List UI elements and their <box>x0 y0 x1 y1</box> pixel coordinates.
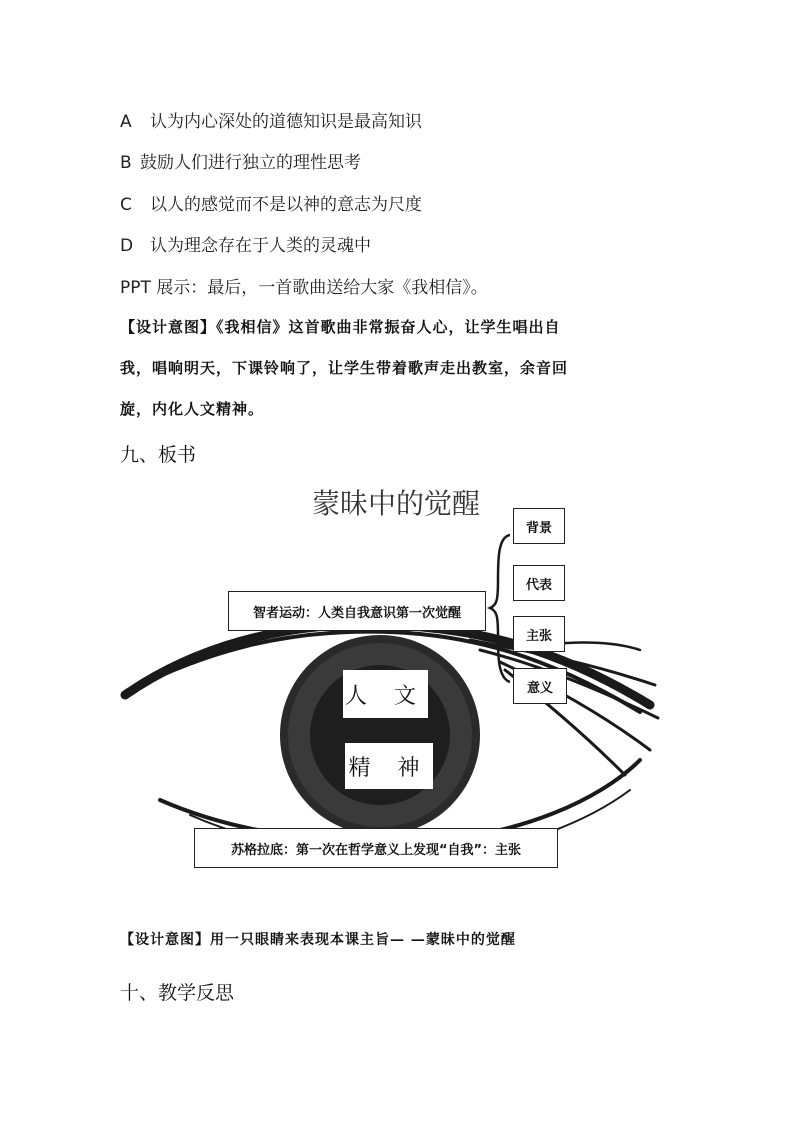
design-intent-line: 我，唱响明天，下课铃响了，让学生带着歌声走出教室，余音回 <box>120 359 569 377</box>
design-intent-line: 旋，内化人文精神。 <box>120 400 265 418</box>
diagram-title: 蒙昧中的觉醒 <box>312 487 481 520</box>
sophists-box: 智者运动：人类自我意识第一次觉醒 <box>228 591 486 631</box>
aspect-box-claim: 主张 <box>513 616 565 652</box>
option-letter: B <box>120 153 132 173</box>
option-letter: D <box>120 236 134 256</box>
ppt-line: PPT 展示：最后，一首歌曲送给大家《我相信》。 <box>120 278 488 298</box>
option-text: 鼓励人们进行独立的理性思考 <box>140 153 361 173</box>
humanism-bottom-label: 精 神 <box>345 743 433 789</box>
option-letter: C <box>120 195 132 215</box>
design-intent-eye: 【设计意图】用一只眼睛来表现本课主旨— —蒙昧中的觉醒 <box>120 932 516 948</box>
section-heading-10: 十、教学反思 <box>120 982 235 1004</box>
aspect-box-significance: 意义 <box>513 668 567 704</box>
humanism-top-label: 人 文 <box>343 670 428 718</box>
option-text: 以人的感觉而不是以神的意志为尺度 <box>150 195 422 215</box>
design-intent-line: 【设计意图】《我相信》这首歌曲非常振奋人心，让学生唱出自 <box>120 318 561 336</box>
aspect-box-representative: 代表 <box>513 565 565 601</box>
socrates-box: 苏格拉底：第一次在哲学意义上发现“自我”：主张 <box>194 828 558 868</box>
option-text: 认为内心深处的道德知识是最高知识 <box>150 112 422 132</box>
option-text: 认为理念存在于人类的灵魂中 <box>150 236 371 256</box>
option-letter: A <box>120 112 132 132</box>
aspect-box-background: 背景 <box>513 508 565 544</box>
section-heading-9: 九、板书 <box>120 444 197 466</box>
